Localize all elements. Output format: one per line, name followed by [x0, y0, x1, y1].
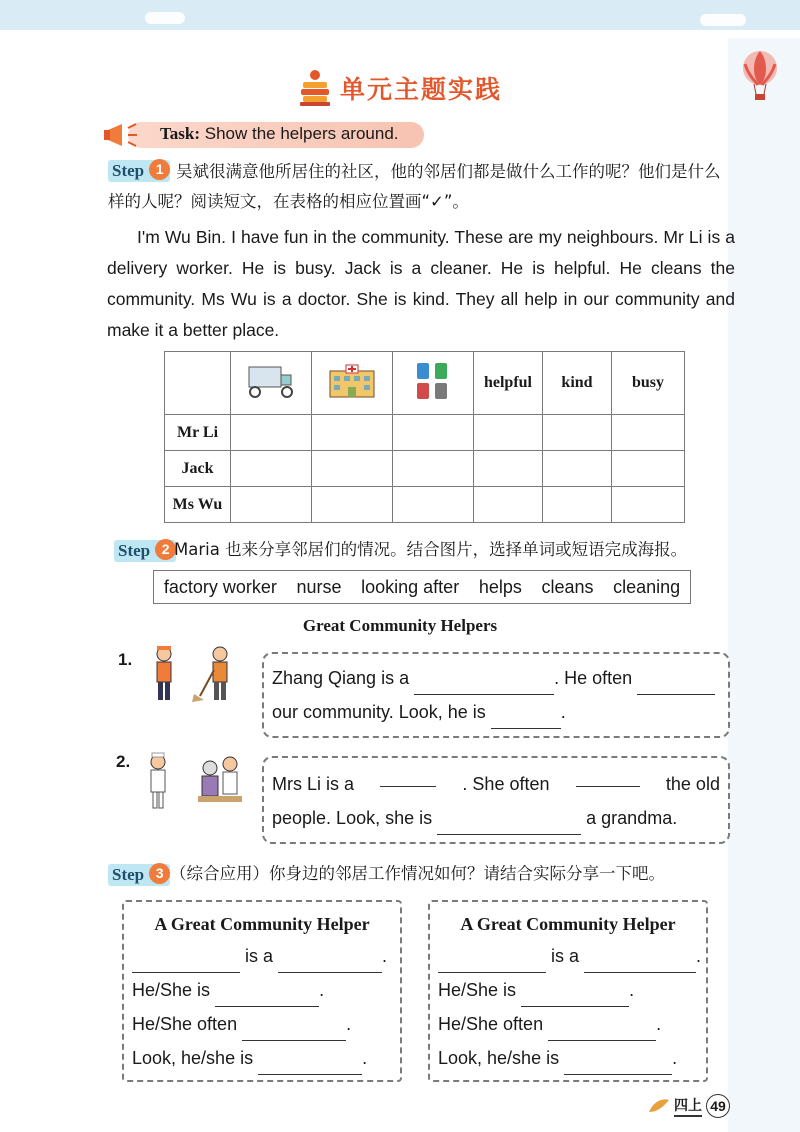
megaphone-icon [104, 120, 144, 150]
reading-passage: I'm Wu Bin. I have fun in the community. These are my neighbours. Mr Li is a delivery worker. He is busy. Jack is a cleaner. He is helpful. He cleans the community. Ms Wu is a doctor. She is kind. They all help in our community and make it a better place. [107, 227, 735, 340]
helper-card-right: A Great Community Helper is a . He/She is . He/She often . Look, he/she is . [428, 900, 708, 1082]
header-busy: busy [612, 352, 685, 415]
answer-table [164, 351, 685, 523]
blank-field[interactable] [242, 1022, 346, 1041]
delivery-tricycle-picture [231, 352, 312, 415]
cloud-decoration [700, 14, 746, 26]
check-cell[interactable] [543, 415, 612, 451]
item-number: 2. [116, 752, 131, 771]
header-band [0, 0, 800, 38]
nurse-helping-grandma-picture [142, 752, 246, 810]
word-option: factory worker [163, 576, 277, 597]
card-title: A Great Community Helper [460, 914, 676, 934]
word-option: helps [478, 576, 522, 597]
blank-field[interactable] [278, 954, 382, 973]
check-cell[interactable] [612, 451, 685, 487]
check-cell[interactable] [312, 487, 393, 523]
item-number: 1. [118, 650, 133, 669]
step1-instruction: 吴斌很满意他所居住的社区，他的邻居们都是做什么工作的呢？他们是什么样的人呢？阅读短文，在表格的相应位置画“✓”。 [108, 162, 721, 211]
check-cell[interactable] [231, 487, 312, 523]
card-title: A Great Community Helper [154, 914, 370, 934]
header-kind: kind [543, 352, 612, 415]
hospital-picture [312, 352, 393, 415]
sentence-box-1: Zhang Qiang is a . He often our community. Look, he is . [262, 652, 730, 738]
delivery-tricycle-icon [243, 363, 299, 399]
blank-field[interactable] [437, 816, 581, 835]
blank-field[interactable] [548, 1022, 656, 1041]
check-cell[interactable] [474, 415, 543, 451]
blank-field[interactable] [564, 1056, 672, 1075]
check-cell[interactable] [393, 415, 474, 451]
page-number: 49 [706, 1094, 730, 1118]
table-row [165, 487, 685, 523]
word-option: cleans [541, 576, 594, 597]
word-option: nurse [296, 576, 342, 597]
check-cell[interactable] [393, 487, 474, 523]
blank-field[interactable] [637, 676, 715, 695]
check-cell[interactable] [543, 487, 612, 523]
stacked-books-icon [300, 69, 330, 107]
word-option: looking after [361, 576, 460, 597]
step-number: 3 [149, 863, 170, 884]
page-footer [648, 1094, 730, 1118]
task-text: Task: Show the helpers around. [160, 124, 399, 143]
step2-badge: Step 2 [114, 540, 176, 562]
table-row [165, 451, 685, 487]
blank-field[interactable] [380, 768, 436, 787]
step-number: 1 [149, 159, 170, 180]
step3-badge: Step 3 [108, 864, 170, 886]
table-row [165, 415, 685, 451]
check-cell[interactable] [393, 451, 474, 487]
step1-badge: Step 1 [108, 160, 170, 182]
trash-bins-picture [393, 352, 474, 415]
blank-field[interactable] [132, 954, 240, 973]
header-helpful: helpful [474, 352, 543, 415]
page-title: 单元主题实践 [340, 75, 503, 104]
check-cell[interactable] [231, 451, 312, 487]
hospital-building-icon [324, 363, 380, 399]
blank-field[interactable] [584, 954, 696, 973]
check-cell[interactable] [612, 415, 685, 451]
check-cell[interactable] [312, 451, 393, 487]
cloud-decoration [145, 12, 185, 24]
word-option: cleaning [613, 576, 681, 597]
table-corner-cell [165, 352, 231, 415]
row-label: Mr Li [165, 415, 231, 451]
blank-field[interactable] [258, 1056, 362, 1075]
check-cell[interactable] [474, 487, 543, 523]
blank-field[interactable] [576, 768, 640, 787]
row-label: Ms Wu [165, 487, 231, 523]
check-cell[interactable] [312, 415, 393, 451]
trash-bins-icon [413, 359, 453, 403]
hot-air-balloon-icon [740, 50, 780, 102]
poster-title: Great Community Helpers [302, 616, 498, 635]
blank-field[interactable] [491, 710, 561, 729]
grade-label: 四上 [674, 1095, 702, 1117]
blank-field[interactable] [438, 954, 546, 973]
check-cell[interactable] [231, 415, 312, 451]
word-bank [153, 570, 691, 604]
check-cell[interactable] [612, 487, 685, 523]
helper-card-left: A Great Community Helper is a . He/She is . He/She often . Look, he/she is . [122, 900, 402, 1082]
blank-field[interactable] [521, 988, 629, 1007]
step3-instruction: （综合应用）你身边的邻居工作情况如何？请结合实际分享一下吧。 [170, 864, 665, 883]
step-number: 2 [155, 539, 176, 560]
row-label: Jack [165, 451, 231, 487]
side-band [728, 38, 800, 1132]
sentence-box-2: Mrs Li is a . She often the old people. Look, she is a grandma. [262, 756, 730, 844]
leaf-icon [648, 1098, 670, 1114]
check-cell[interactable] [474, 451, 543, 487]
task-banner [104, 118, 434, 150]
worker-sweeping-picture [142, 644, 242, 704]
step2-instruction: Maria 也来分享邻居们的情况。结合图片，选择单词或短语完成海报。 [174, 540, 688, 559]
blank-field[interactable] [414, 676, 554, 695]
check-cell[interactable] [543, 451, 612, 487]
blank-field[interactable] [215, 988, 319, 1007]
unit-title [300, 66, 502, 110]
